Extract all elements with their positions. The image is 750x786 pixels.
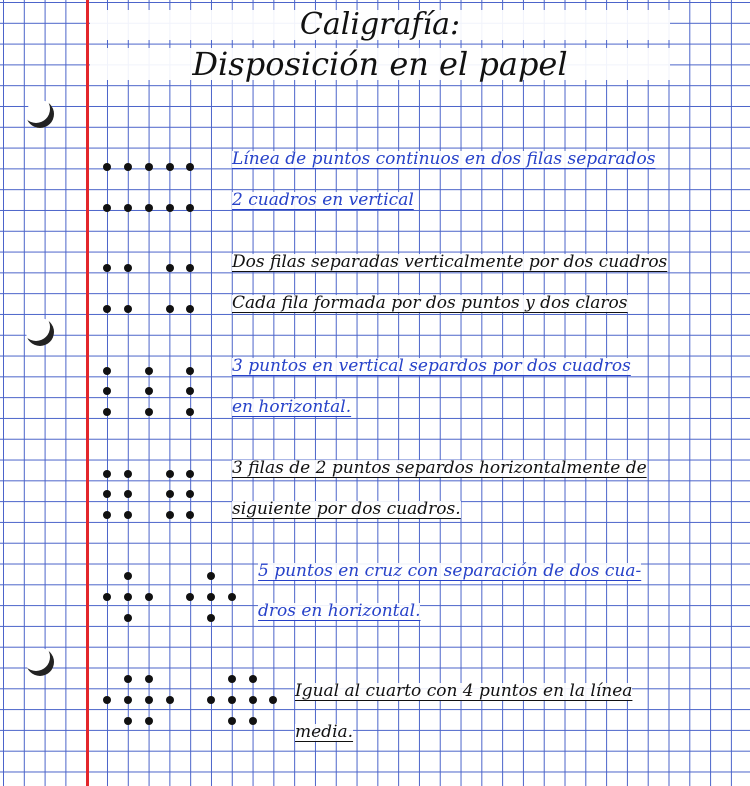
dot-pattern-1: [103, 163, 194, 212]
exercise-6-line-1: Igual al cuarto con 4 puntos en la línea: [295, 681, 633, 701]
exercise-1-line-2: 2 cuadros en vertical: [232, 190, 414, 210]
dot-pattern-5: [103, 572, 236, 622]
exercise-3-line-1: 3 puntos en vertical separdos por dos cuadros: [232, 356, 631, 376]
exercise-5-line-1: 5 puntos en cruz con separación de dos cua-: [258, 561, 642, 581]
dot-pattern-6: [103, 675, 277, 725]
dot-pattern-3: [103, 367, 194, 416]
exercise-5-line-2: dros en horizontal.: [258, 601, 421, 621]
exercise-2-line-1: Dos filas separadas verticalmente por dos cuadros: [232, 252, 668, 272]
dot-pattern-2: [103, 264, 194, 313]
page-subtitle: Disposición en el papel: [90, 48, 670, 80]
exercise-2-line-2: Cada fila formada por dos puntos y dos claros: [232, 293, 628, 313]
exercise-4-line-1: 3 filas de 2 puntos separdos horizontalmente de: [232, 458, 647, 478]
exercise-4-line-2: siguiente por dos cuadros.: [232, 499, 461, 519]
exercise-6-line-2: media.: [295, 722, 354, 742]
dot-pattern-4: [103, 470, 194, 519]
exercise-1-line-1: Línea de puntos continuos en dos filas separados: [232, 149, 656, 169]
page-title: Caligrafía:: [90, 10, 670, 40]
exercise-3-line-2: en horizontal.: [232, 397, 352, 417]
